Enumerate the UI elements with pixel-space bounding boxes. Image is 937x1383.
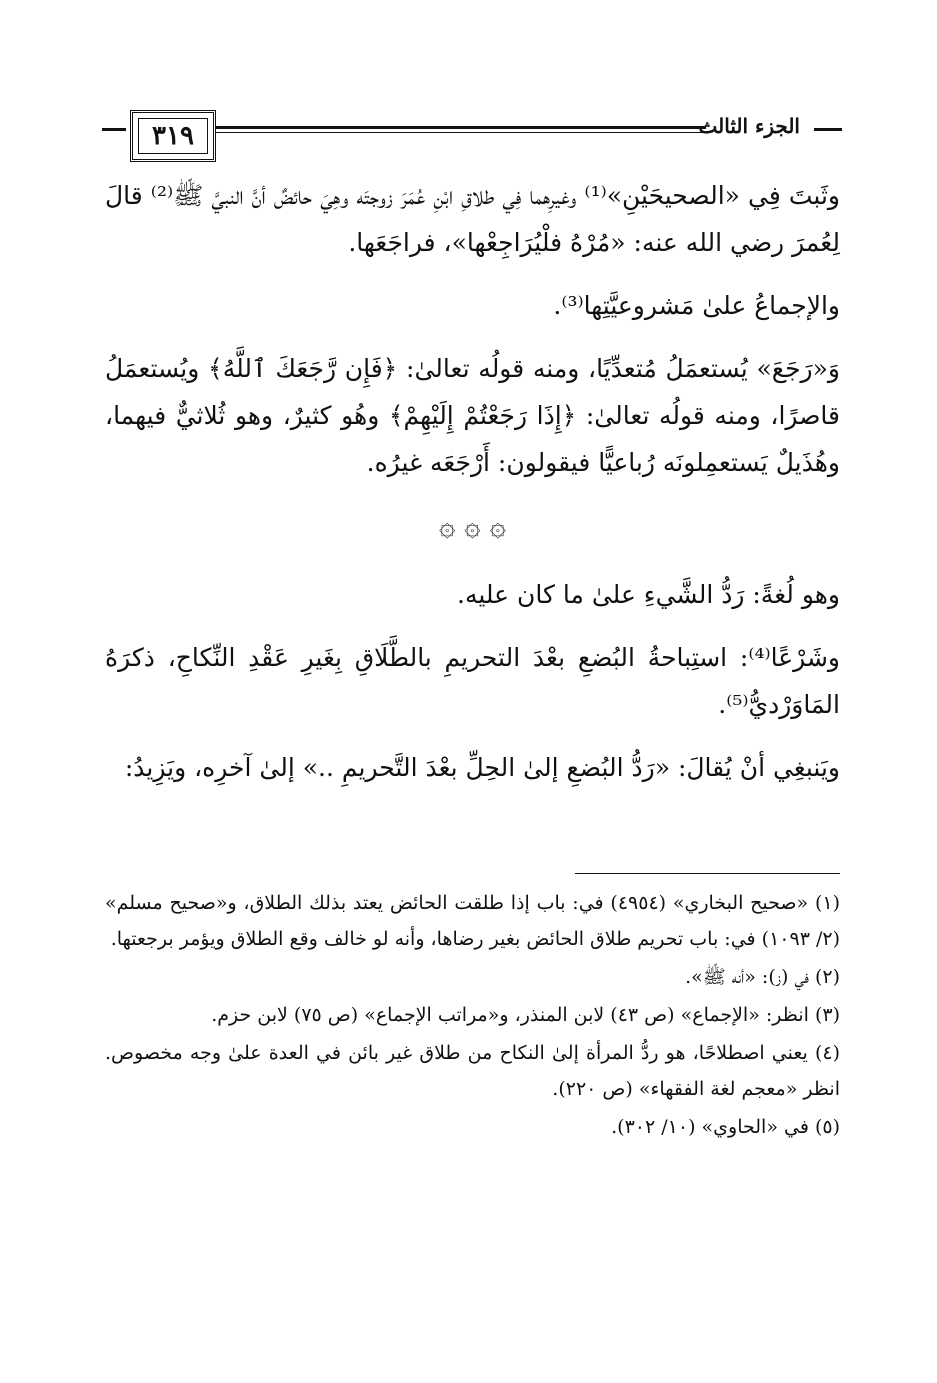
part-title: الجزء الثالث	[698, 114, 800, 138]
footnote-5: (٥) في «الحاوي» (١٠/ ٣٠٢).	[611, 1116, 840, 1138]
footnote-4: (٤) يعني اصطلاحًا، هو ردُّ المرأة إلىٰ النكاح من طلاق غير بائن في العدة علىٰ وجه مخصوص. انظر «معجم لغة الفقهاء» (ص ٢٢٠).	[105, 1042, 840, 1100]
header-rule-left	[102, 128, 126, 131]
paragraph-5: وشَرْعًا⁽⁴⁾: استِباحةُ البُضعِ بعْدَ التحريمِ بالطَّلَاقِ بِغَيرِ عَقْدِ النِّكاحِ، ذكرَهُ المَاوَرْديُّ⁽⁵⁾.	[105, 643, 840, 719]
footnote-separator	[575, 873, 840, 874]
page-number: ٣١٩	[152, 121, 194, 151]
page-number-box	[130, 110, 216, 162]
header-rule-main	[216, 126, 706, 129]
footnote-1: (١) «صحيح البخاري» (٤٩٥٤) في: باب إذا طلقت الحائض يعتد بذلك الطلاق، و«صحيح مسلم» (٢/ ١٠٩٣) في: باب تحريم طلاق الحائض بغير رضاها، وأنه لو خالف وقع الطلاق ويؤمر برجعتها.	[105, 892, 840, 950]
paragraph-3: وَ«رَجَعَ» يُستعمَلُ مُتعدِّيًا، ومنه قولُه تعالىٰ: ﴿فَإِن رَّجَعَكَ ٱللَّهُ﴾ ويُستعمَلُ قاصرًا، ومنه قولُه تعالىٰ: ﴿إِذَا رَجَعْتُمْ إِلَيْهِمْ﴾ وهُو كثيرٌ، وهو ثُلاثيٌّ فيهما، وهُذَيلٌ يَستعمِلونَه رُباعيًّا فيقولون: أَرْجَعَه غيرُه.	[105, 354, 840, 477]
section-divider-ornament: ۞ ۞ ۞	[438, 509, 507, 542]
paragraph-1: وثَبتَ فِي «الصحيحَيْنِ»⁽¹⁾ وغيرِهما فِي طلاقِ ابْنِ عُمَرَ زوجتَه وهِيَ حائضٌ أنَّ النبيَّ ﷺ⁽²⁾ قالَ لِعُمرَ رضي الله عنه: «مُرْهُ فلْيُرَاجِعْها»، فراجَعَها.	[105, 181, 840, 257]
paragraph-6: ويَنبغِي أنْ يُقالَ: «رَدُّ البُضعِ إلىٰ الحِلِّ بعْدَ التَّحريمِ ..» إلىٰ آخرِه، ويَزِيدُ:	[124, 753, 840, 782]
page-header	[102, 104, 842, 164]
footnote-2: (٢) في (ز): «أنه ﷺ».	[685, 966, 840, 988]
paragraph-2: والإجماعُ علىٰ مَشروعيَّتِها⁽³⁾.	[553, 291, 840, 320]
paragraph-4: وهو لُغةً: رَدُّ الشَّيءِ علىٰ ما كان عليه.	[457, 580, 840, 609]
header-rule-main-thin	[216, 132, 706, 133]
main-text	[105, 172, 840, 807]
footnotes	[105, 885, 840, 1147]
footnote-3: (٣) انظر: «الإجماع» (ص ٤٣) لابن المنذر، و«مراتب الإجماع» (ص ٧٥) لابن حزم.	[211, 1004, 840, 1026]
header-rule-right	[814, 128, 842, 131]
